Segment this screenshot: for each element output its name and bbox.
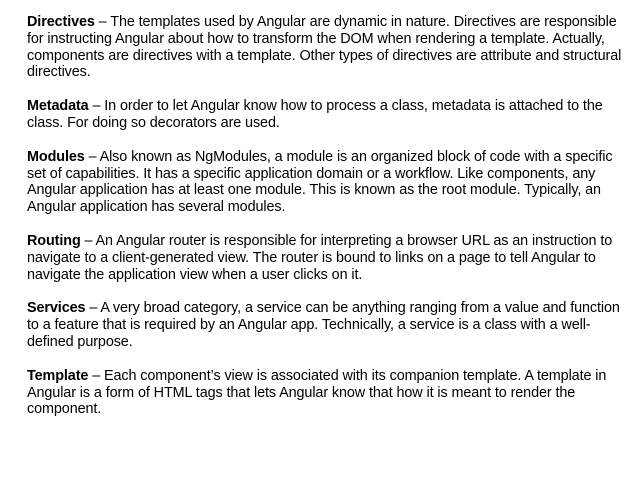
term-template: Template	[27, 367, 89, 384]
term-metadata: Metadata	[27, 98, 89, 115]
description-services: – A very broad category, a service can be anything ranging from a value and function to a feature that is required by an Angular app. Technically, a service is a class with a well-defined purpose.	[27, 300, 620, 350]
entry-modules	[27, 149, 627, 216]
description-modules: – Also known as NgModules, a module is an organized block of code with a specific set of capabilities. It has a specific application domain or a workflow. Like components, any Angular application has at least one module. This is known as the root module. Typically, an Angular application has several modules.	[27, 148, 613, 216]
entry-template	[27, 368, 627, 418]
description-template: – Each component’s view is associated with its companion template. A template in Angular is a form of HTML tags that lets Angular know that how it is meant to render the component.	[27, 367, 607, 418]
description-metadata: – In order to let Angular know how to process a class, metadata is attached to the class. For doing so decorators are used.	[27, 98, 603, 131]
term-routing: Routing	[27, 232, 81, 249]
entry-routing	[27, 233, 627, 283]
slide-content	[27, 14, 627, 435]
description-routing: – An Angular router is responsible for interpreting a browser URL as an instruction to navigate to a client-generated view. The router is bound to links on a page to tell Angular to navigate the application view when a user clicks on it.	[27, 232, 613, 283]
description-directives: – The templates used by Angular are dynamic in nature. Directives are responsible for instructing Angular about how to transform the DOM when rendering a template. Actually, components are directives with a template. Other types of directives are attribute and structural directives.	[27, 14, 622, 81]
term-services: Services	[27, 300, 86, 317]
term-modules: Modules	[27, 148, 85, 165]
term-directives: Directives	[27, 14, 95, 30]
entry-services	[27, 300, 627, 350]
entry-directives	[27, 14, 627, 81]
entry-metadata	[27, 98, 627, 132]
